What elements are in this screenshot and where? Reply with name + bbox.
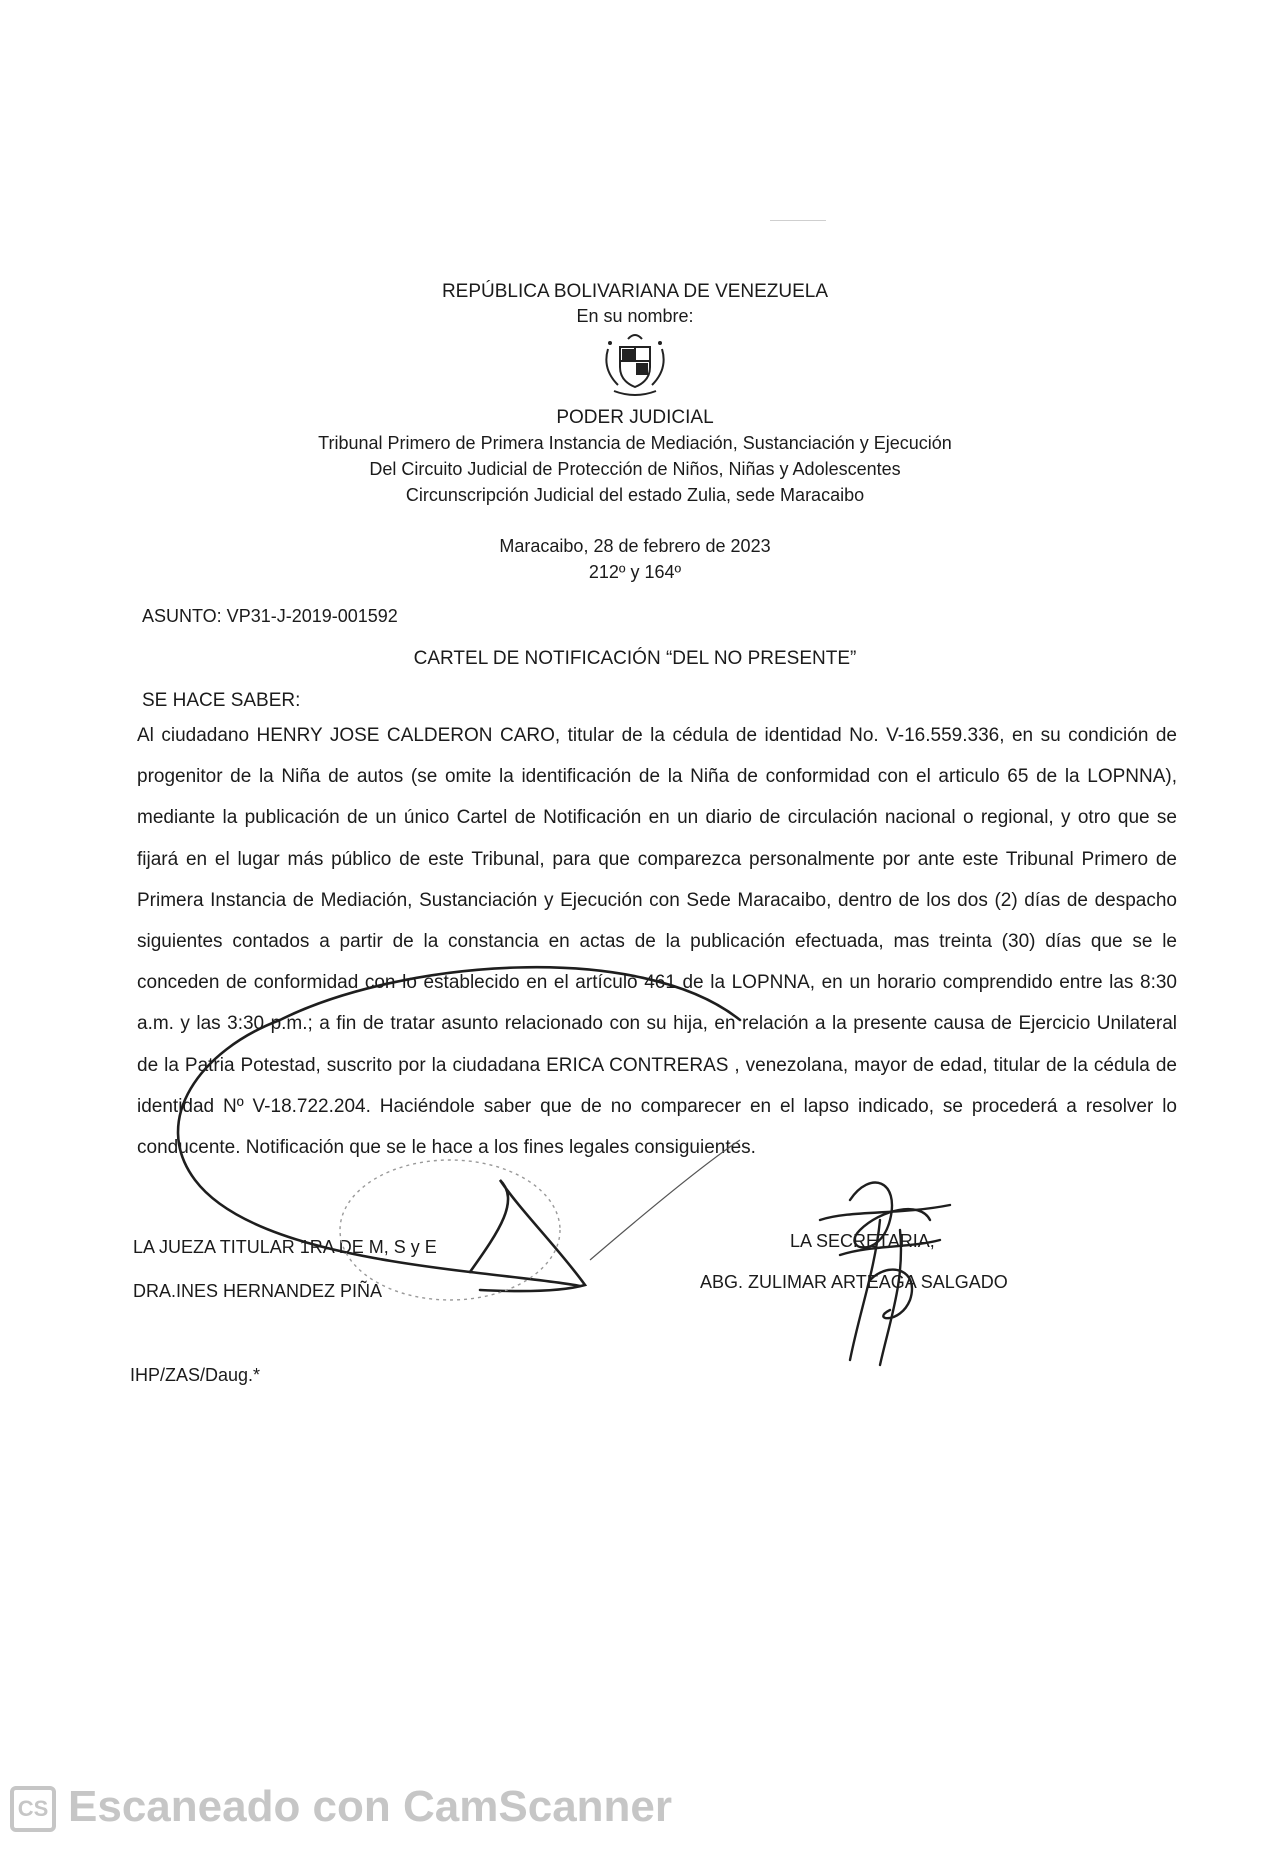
secretary-title: LA SECRETARIA, [790,1231,935,1251]
initials: IHP/ZAS/Daug.* [130,1365,261,1385]
court-name-line-1: Tribunal Primero de Primera Instancia de Mediación, Sustanciación y Ejecución [318,433,952,453]
judge-title: LA JUEZA TITULAR 1RA DE M, S y E [133,1237,437,1257]
coat-of-arms-icon [594,327,676,399]
camscanner-watermark: Escaneado con CamScanner [68,1782,673,1831]
document-title: CARTEL DE NOTIFICACIÓN “DEL NO PRESENTE” [413,648,857,669]
years-line: 212º y 164º [588,562,682,582]
court-name-line-2: Del Circuito Judicial de Protección de Niños, Niñas y Adolescentes [369,459,901,479]
case-subject: ASUNTO: VP31-J-2019-001592 [142,606,398,626]
country-heading: REPÚBLICA BOLIVARIANA DE VENEZUELA [441,281,829,302]
intro-line: SE HACE SABER: [142,690,301,711]
scan-mark [770,220,826,221]
notification-body: Al ciudadano HENRY JOSE CALDERON CARO, titular de la cédula de identidad No. V-16.559.336, en su condición de progenitor de la Niña de autos (se omite la identificación de la Niña de conformidad con el articulo 65 de la LOPNNA), mediante la publicación de un único Cartel de Notificación en un diario de circulación nacional o regional, y otro que se fijará en el lugar más público de este Tribunal, para que comparezca personalmente por ante este Tribunal Primero de Primera Instancia de Mediación, Sustanciación y Ejecución con Sede Maracaibo, dentro de los dos (2) días de despacho siguientes contados a partir de la constancia en actas de la publicación efectuada, mas treinta (30) días que se le conceden de conformidad con lo establecido en el artículo 461 de la LOPNNA, en un horario comprendido entre las 8:30 a.m. y las 3:30 p.m.; a fin de tratar asunto relacionado con su hija, en relación a la presente causa de Ejercicio Unilateral de la Patria Potestad, suscrito por la ciudadana ERICA CONTRERAS , venezolana, mayor de edad, titular de la cédula de identidad Nº V-18.722.204. Haciéndole saber que de no comparecer en el lapso indicado, se procederá a resolver lo conducente. Notificación que se le hace a los fines legales consiguientes. [137,725,1177,1159]
camscanner-logo-icon: CS [10,1786,56,1832]
secretary-name: ABG. ZULIMAR ARTEAGA SALGADO [700,1272,1008,1292]
court-name-line-3: Circunscripción Judicial del estado Zulia, sede Maracaibo [405,485,865,505]
judicial-power-heading: PODER JUDICIAL [556,407,714,428]
secretary-signature [780,1160,980,1370]
place-date: Maracaibo, 28 de febrero de 2023 [499,536,771,556]
in-name-line: En su nombre: [576,306,694,326]
judge-name: DRA.INES HERNANDEZ PIÑA [133,1281,383,1301]
